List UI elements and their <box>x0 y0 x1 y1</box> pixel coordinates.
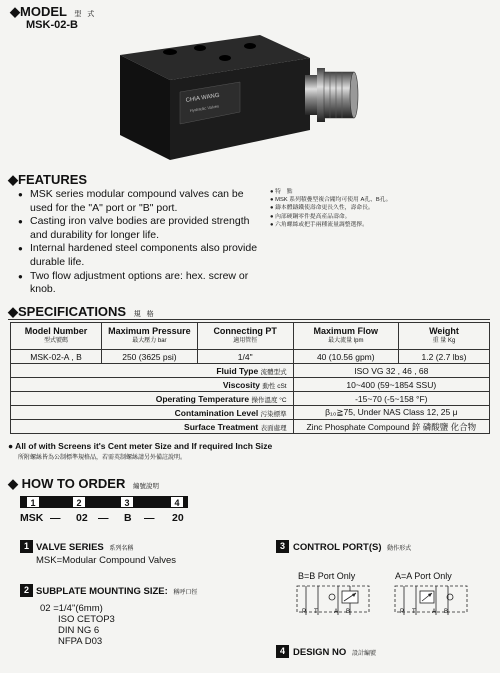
table-row <box>11 392 490 406</box>
port-letter: B <box>346 609 351 615</box>
table-row <box>11 364 490 378</box>
property-label: Viscosity 動性 cSt <box>11 378 294 392</box>
feature-item: ● MSK series modular compound valves can be used for the "A" port or "B" port. <box>20 188 266 215</box>
specifications-title: ◆SPECIFICATIONS <box>8 304 127 319</box>
section-divider <box>8 319 490 320</box>
property-label: Contamination Level 污染標準 <box>11 406 294 420</box>
b-port-symbol <box>292 583 374 621</box>
how-to-order-heading <box>8 476 159 492</box>
feature-item: ● Internal hardened steel components also provide durable life. <box>20 242 266 269</box>
design-no-title-cjk: 設計編號 <box>351 651 376 657</box>
port-letter: P <box>302 609 307 615</box>
table-cell: 250 (3625 psi) <box>102 350 198 364</box>
model-title: ◆MODEL <box>10 4 67 19</box>
property-value: Zinc Phosphate Compound 鋅 磷酸鹽 化合物 <box>293 420 489 434</box>
section-number: 4 <box>276 645 289 658</box>
order-code-part: B <box>124 512 132 524</box>
brand-text: CHIA WANG <box>185 92 221 104</box>
feature-item: ● Casting iron valve bodies are provided strength and durability for longer life. <box>20 215 266 242</box>
features-cjk-list <box>270 188 490 229</box>
port-letter: A <box>334 609 339 615</box>
port-letter: T <box>412 609 416 615</box>
valve-series-text: MSK=Modular Compound Valves <box>36 555 177 566</box>
screen-size-note: ● All of with Screens it's Cent meter Size and If required Inch Size <box>8 441 273 451</box>
order-code-separator: — <box>98 512 109 524</box>
valve-series-heading <box>36 542 133 553</box>
specifications-title-cjk: 規 格 <box>133 311 156 318</box>
table-cell: MSK-02-A , B <box>11 350 102 364</box>
table-header: Connecting PT 適用管徑 <box>197 323 293 350</box>
control-port-heading <box>293 542 411 553</box>
order-code-separator: — <box>50 512 61 524</box>
table-header: Maximum Pressure 最大壓力 bar <box>102 323 198 350</box>
port-letter: B <box>444 609 449 615</box>
section-number: 1 <box>20 540 33 553</box>
design-no-heading <box>293 647 376 658</box>
feature-cjk-item: ● 鑄本體鑄鐵使壽命更長久性，壽命長。 <box>270 205 374 212</box>
feature-item: ● Two flow adjustment options are: hex. screw or knob. <box>20 270 266 297</box>
position-number: 2 <box>72 496 86 508</box>
property-value: β₁₀≧75, Under NAS Class 12, 25 μ <box>293 406 489 420</box>
specifications-heading <box>8 304 156 320</box>
table-row <box>11 378 490 392</box>
valve-series-title: VALVE SERIES <box>36 542 104 553</box>
order-code-part: 20 <box>172 512 184 524</box>
feature-cjk-item: ● 特 點 <box>270 189 293 195</box>
subplate-line: ISO CETOP3 <box>58 614 115 625</box>
features-list <box>20 188 266 297</box>
position-number: 3 <box>120 496 134 508</box>
control-port-title: CONTROL PORT(S) <box>293 542 382 553</box>
table-header-row <box>11 323 490 350</box>
order-code-part: 02 <box>76 512 88 524</box>
position-number: 4 <box>170 496 184 508</box>
b-port-label: B=B Port Only <box>298 571 356 581</box>
order-code-position-bar <box>20 496 188 508</box>
property-value: -15~70 (-5~158 °F) <box>293 392 489 406</box>
table-header: Maximum Flow 最大流量 lpm <box>293 323 398 350</box>
table-header: Model Number 型式號碼 <box>11 323 102 350</box>
property-value: ISO VG 32 , 46 , 68 <box>293 364 489 378</box>
position-number: 1 <box>26 496 40 508</box>
model-heading <box>10 4 96 20</box>
table-row <box>11 420 490 434</box>
order-code-separator: — <box>144 512 155 524</box>
property-label: Operating Temperature 操作溫度 °C <box>11 392 294 406</box>
product-image <box>100 30 370 170</box>
subplate-line: DIN NG 6 <box>58 625 100 636</box>
subplate-title: SUBPLATE MOUNTING SIZE: <box>36 586 168 597</box>
port-letter: P <box>400 609 405 615</box>
model-title-cjk: 型 式 <box>74 11 97 18</box>
a-port-label: A=A Port Only <box>395 571 452 581</box>
feature-cjk-item: ● 六角螺絲或把手兩種流量調整選擇。 <box>270 221 368 228</box>
control-port-title-cjk: 動作形式 <box>387 546 412 552</box>
port-letter: T <box>314 609 318 615</box>
table-cell: 40 (10.56 gpm) <box>293 350 398 364</box>
subplate-heading <box>36 586 197 597</box>
valve-series-title-cjk: 系列名稱 <box>109 546 134 552</box>
how-to-order-title: ◆ HOW TO ORDER <box>8 476 126 491</box>
order-code <box>20 510 190 526</box>
table-cell: 1/4" <box>197 350 293 364</box>
brand-subtext: Hydraulic Valves <box>189 103 220 113</box>
specifications-table <box>10 322 490 434</box>
how-to-order-title-cjk: 編號說明 <box>133 483 159 490</box>
a-port-symbol <box>390 583 472 621</box>
subplate-line: NFPA D03 <box>58 636 103 647</box>
order-code-part: MSK <box>20 512 44 524</box>
subplate-line: 02 =1/4"(6mm) <box>40 603 103 614</box>
table-header: Weight 重 量 Kg <box>398 323 489 350</box>
feature-cjk-item: ● MSK 系列積疊型複合閥均可使用 A孔、B孔。 <box>270 197 392 204</box>
section-number: 3 <box>276 540 289 553</box>
table-row <box>11 350 490 364</box>
section-number: 2 <box>20 584 33 597</box>
features-title: ◆FEATURES <box>8 172 88 187</box>
table-cell: 1.2 (2.7 lbs) <box>398 350 489 364</box>
design-no-title: DESIGN NO <box>293 647 347 658</box>
model-number: MSK-02-B <box>26 19 78 31</box>
screen-size-note-cjk: 所附螺絲皆為公制標準規格品，若需英制螺絲請另外備註說明。 <box>18 455 187 461</box>
property-label: Fluid Type 流體型式 <box>11 364 294 378</box>
property-label: Surface Treatment 表面處理 <box>11 420 294 434</box>
port-letter: A <box>432 609 437 615</box>
property-value: 10~400 (59~1854 SSU) <box>293 378 489 392</box>
feature-cjk-item: ● 內部硬鋼零件提高產品壽命。 <box>270 213 351 220</box>
table-row <box>11 406 490 420</box>
subplate-title-cjk: 稱呼口徑 <box>173 590 198 596</box>
